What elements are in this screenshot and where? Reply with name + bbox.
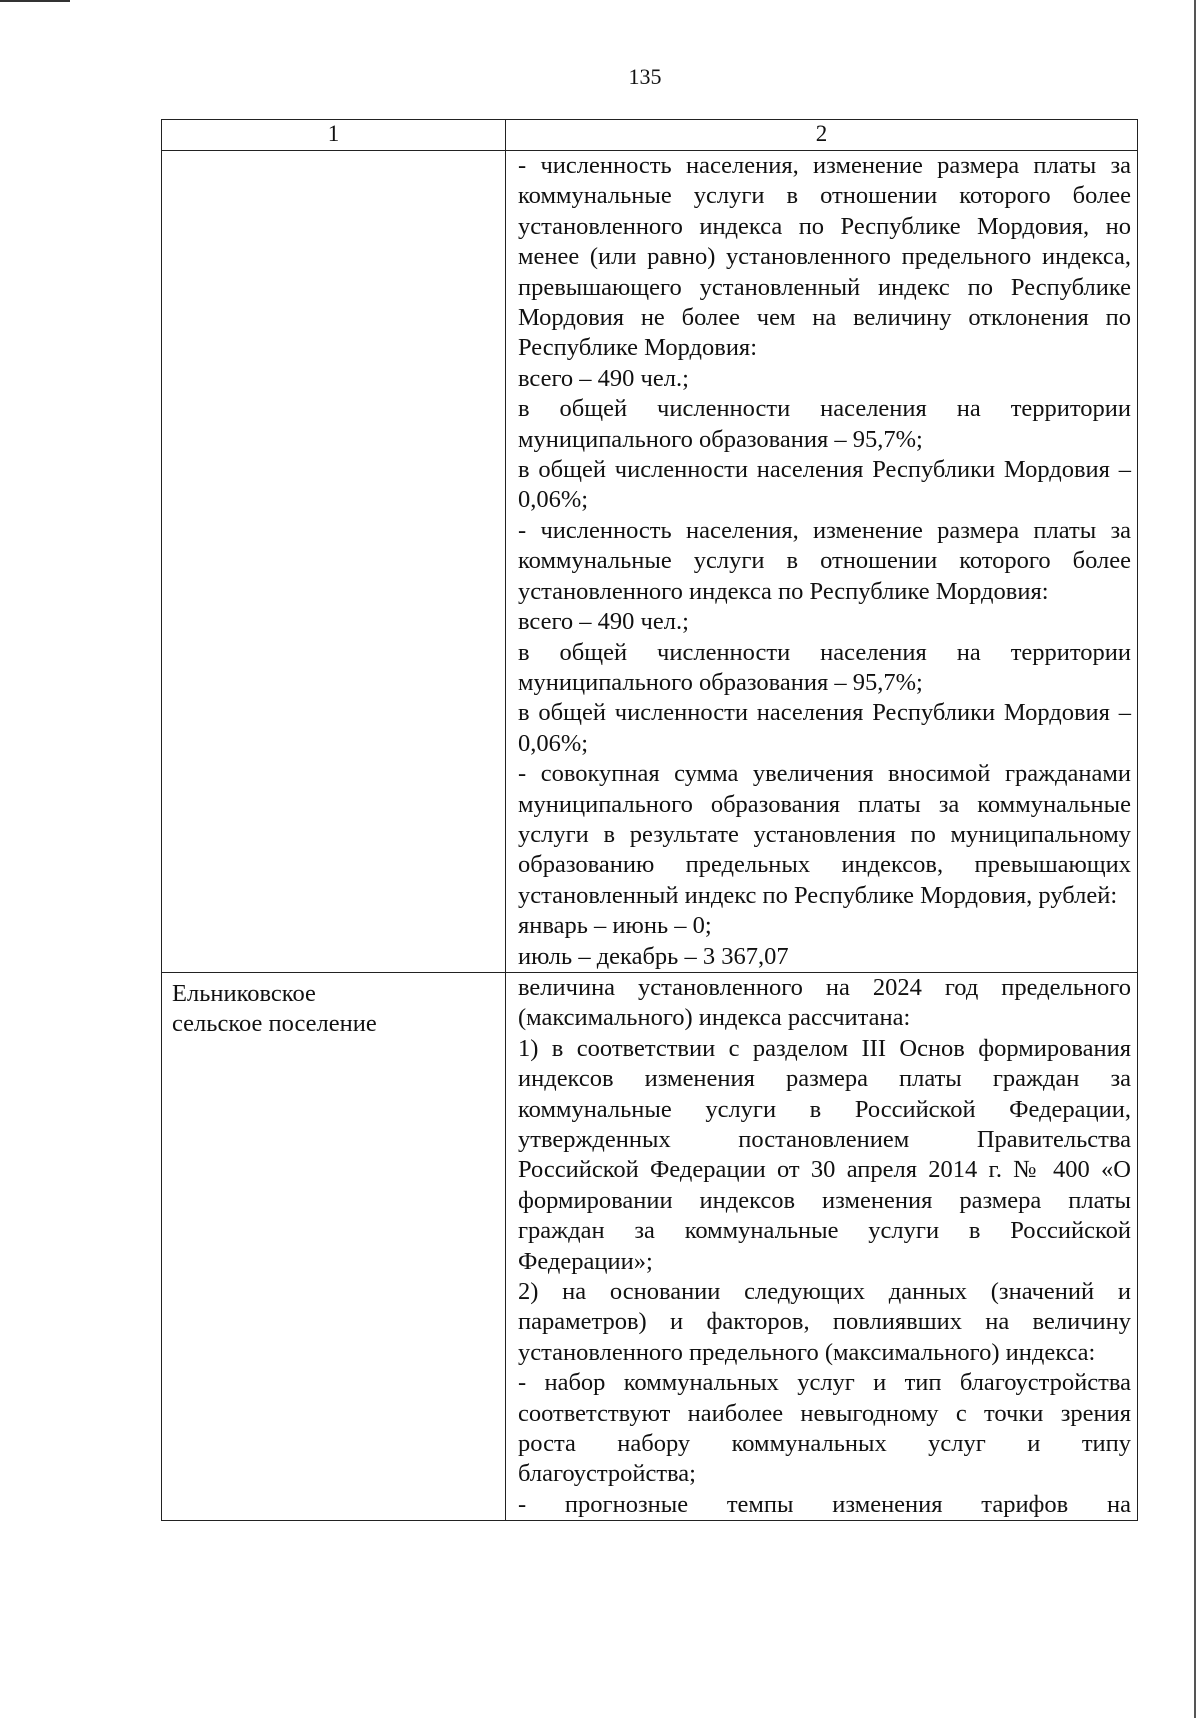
table-header-row xyxy=(162,120,1138,151)
paragraph: - прогнозные темпы изменения тарифов на xyxy=(518,1490,1131,1518)
scan-edge-mark xyxy=(0,0,70,2)
paragraph: - численность населения, изменение размера платы за коммунальные услуги в отношении которого более установленного индекса по Республике Мордовия, но менее (или равно) установленного предельного индекса, превышающего установленный индекс по Республике Мордовия не более чем на величину отклонения по Республике Мордовия: xyxy=(518,152,1131,362)
row2-description-cell xyxy=(506,972,1138,1520)
row1-description-cell xyxy=(506,151,1138,973)
row2-municipality-cell xyxy=(162,972,506,1520)
paragraph: - численность населения, изменение размера платы за коммунальные услуги в отношении которого более установленного индекса по Республике Мордовия: xyxy=(518,516,1131,605)
page-number: 135 xyxy=(628,64,662,89)
paragraph: 1) в соответствии с разделом III Основ формирования индексов изменения размера платы граждан за коммунальные услуги в Российской Федерации, утвержденных постановлением Правительства Российской Федерации от 30 апреля 2014 г. № 400 «О формировании индексов изменения размера платы граждан за коммунальные услуги в Российской Федерации»; xyxy=(518,1034,1131,1275)
paragraph: в общей численности населения Республики Мордовия – 0,06%; xyxy=(518,456,1131,514)
paragraph: величина установленного на 2024 год предельного (максимального) индекса рассчитана: xyxy=(518,973,1131,1032)
paragraph: - совокупная сумма увеличения вносимой гражданами муниципального образования платы за коммунальные услуги в результате установления по муниципальному образованию предельных индексов, превышающих установленный индекс по Республике Мордовия, рублей: xyxy=(518,760,1131,909)
paragraph: в общей численности населения Республики Мордовия – 0,06%; xyxy=(518,699,1131,757)
paragraph: январь – июнь – 0; xyxy=(518,912,712,940)
scan-edge-shadow xyxy=(1194,0,1196,1718)
paragraph: - набор коммунальных услуг и тип благоустройства соответствуют наиболее невыгодному с точки зрения роста набору коммунальных услуг и типу благоустройства; xyxy=(518,1369,1131,1488)
table-row xyxy=(162,151,1138,973)
table-row xyxy=(162,972,1138,1520)
document-table xyxy=(161,119,1138,1521)
paragraph: июль – декабрь – 3 367,07 xyxy=(518,942,789,970)
row1-municipality-cell xyxy=(162,151,506,973)
municipality-name: Ельниковское сельское поселение xyxy=(172,979,377,1038)
paragraph: в общей численности населения на территории муниципального образования – 95,7%; xyxy=(518,638,1131,696)
table-header-col-1: 1 xyxy=(162,120,506,151)
paragraph: всего – 490 чел.; xyxy=(518,364,689,392)
paragraph: 2) на основании следующих данных (значений и параметров) и факторов, повлиявших на величину установленного предельного (максимального) индекса: xyxy=(518,1278,1131,1366)
paragraph: в общей численности населения на территории муниципального образования – 95,7%; xyxy=(518,395,1131,453)
table-header-col-2: 2 xyxy=(506,120,1138,151)
paragraph: всего – 490 чел.; xyxy=(518,608,689,636)
